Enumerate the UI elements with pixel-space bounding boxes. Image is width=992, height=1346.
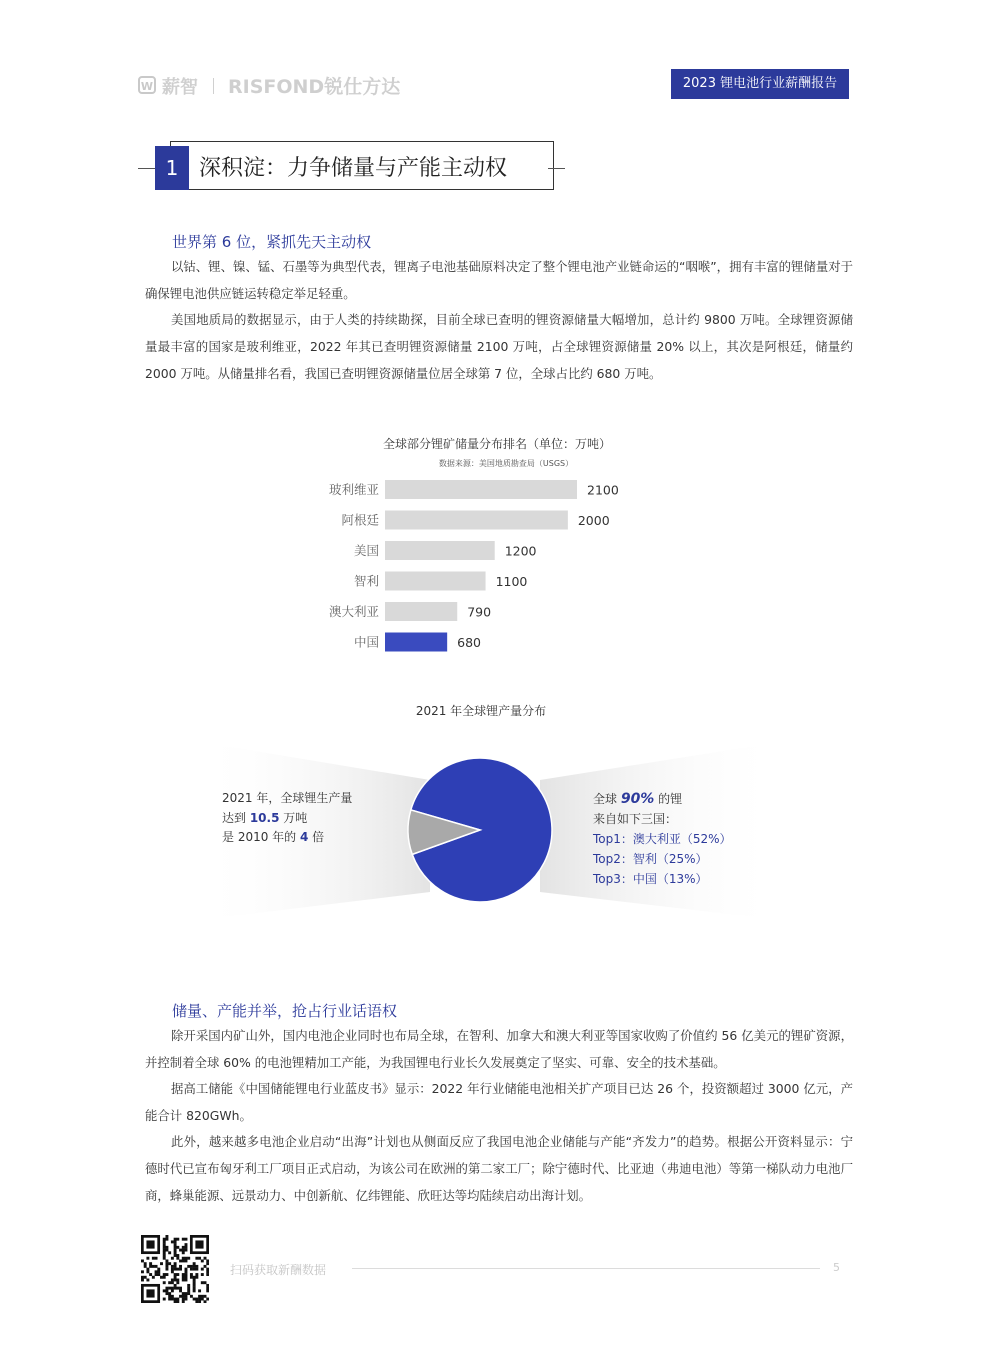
annotation-line: 来自如下三国： xyxy=(593,812,678,826)
paragraph: 以钴、锂、镍、锰、石墨等为典型代表，锂离子电池基础原料决定了整个锂电池产业链命运的“咽喉”，拥有丰富的锂储量对于确保锂电池供应链运转稳定举足轻重。 xyxy=(145,259,853,301)
bar xyxy=(385,602,457,621)
section-number: 1 xyxy=(155,146,189,190)
bar xyxy=(385,541,495,560)
annotation-line xyxy=(222,828,352,848)
page-number: 5 xyxy=(833,1261,840,1274)
section-title: 深积淀：力争储量与产能主动权 xyxy=(199,156,508,181)
annotation-highlight: 10.5 xyxy=(249,810,280,825)
pie-right-annotation xyxy=(593,789,732,889)
subheading-capacity: 储量、产能并举，抢占行业话语权 xyxy=(172,1002,398,1020)
bar xyxy=(385,572,486,591)
bar-category-label: 玻利维亚 xyxy=(328,482,379,497)
bar-category-label: 美国 xyxy=(353,543,379,558)
bar-value-label: 790 xyxy=(467,604,492,620)
qr-code-icon[interactable] xyxy=(141,1235,209,1303)
top-country-2: Top2：智利（25%） xyxy=(593,852,708,866)
bar-value-label: 1100 xyxy=(495,574,528,589)
bar-chart-source: 数据来源：美国地质勘查局（USGS） xyxy=(438,459,574,468)
annotation-text: 倍 xyxy=(308,830,325,844)
annotation-line xyxy=(593,789,732,809)
annotation-line xyxy=(222,809,352,829)
bar-value-label: 1200 xyxy=(504,543,537,559)
section-rule-left xyxy=(138,168,155,169)
subheading-rank: 世界第 6 位，紧抓先天主动权 xyxy=(172,233,372,251)
annotation-text: 是 2010 年的 xyxy=(222,830,300,844)
logo-divider xyxy=(213,78,214,94)
paragraph: 除开采国内矿山外，国内电池企业同时也布局全球，在智利、加拿大和澳大利亚等国家收购了价值约 56 亿美元的锂矿资源，并控制着全球 60% 的电池锂精加工产能，为我国锂电行业长久发展奠定了坚实、可靠、安全的技术基础。 xyxy=(145,1028,853,1070)
top-country-3: Top3：中国（13%） xyxy=(593,872,708,886)
brand-logo-icon: W xyxy=(138,76,156,94)
brand-logo-primary: 薪智 xyxy=(162,77,198,98)
annotation-text: 的锂 xyxy=(654,792,683,806)
paragraph: 美国地质局的数据显示，由于人类的持续勘探，目前全球已查明的锂资源储量大幅增加，总计约 9800 万吨。全球锂资源储量最丰富的国家是玻利维亚，2022 年其已查明锂资源储量 2100 万吨，占全球锂资源储量 20% 以上，其次是阿根廷，储量约 2000 万吨。从储量排名看，我国已查明锂资源储量位居全球第 7 位，全球占比约 680 万吨。 xyxy=(145,312,853,381)
annotation-highlight: 4 xyxy=(299,830,309,844)
annotation-line: 2021 年，全球锂生产量 xyxy=(222,791,353,805)
bar-category-label: 澳大利亚 xyxy=(328,604,379,619)
lithium-reserves-bar-chart xyxy=(290,470,650,660)
pie-left-annotation xyxy=(222,789,352,848)
annotation-text: 万吨 xyxy=(279,810,308,825)
bar-category-label: 智利 xyxy=(353,573,379,589)
annotation-text: 全球 xyxy=(593,792,621,806)
bar-category-label: 阿根廷 xyxy=(341,512,379,528)
bar-value-label: 2100 xyxy=(587,482,619,498)
bar-value-label: 680 xyxy=(457,635,482,650)
footer-divider xyxy=(352,1268,820,1269)
bar xyxy=(385,633,447,652)
annotation-text: 达到 xyxy=(222,810,250,825)
top-country-1: Top1：澳大利亚（52%） xyxy=(593,832,732,846)
bar xyxy=(385,480,577,499)
bar-value-label: 2000 xyxy=(577,513,610,528)
bar-category-label: 中国 xyxy=(353,634,379,650)
bar xyxy=(385,511,568,530)
report-title-tag: 2023 锂电池行业薪酬报告 xyxy=(671,69,849,99)
section-rule-right xyxy=(548,168,565,169)
brand-logo-secondary: RISFOND锐仕方达 xyxy=(228,76,401,98)
paragraph: 据高工储能《中国储能锂电行业蓝皮书》显示：2022 年行业储能电池相关扩产项目已达 26 个，投资额超过 3000 亿元，产能合计 820GWh。 xyxy=(145,1081,853,1123)
bar-chart-title: 全球部分锂矿储量分布排名（单位：万吨） xyxy=(382,437,611,451)
qr-caption: 扫码获取新酬数据 xyxy=(230,1263,327,1277)
paragraph: 此外，越来越多电池企业启动“出海”计划也从侧面反应了我国电池企业储能与产能“齐发力”的趋势。根据公开资料显示：宁德时代已宣布匈牙利工厂项目正式启动，为该公司在欧洲的第二家工厂；除宁德时代、比亚迪（弗迪电池）等第一梯队动力电池厂商，蜂巢能源、远景动力、中创新航、亿纬锂能、欣旺达等均陆续启动出海计划。 xyxy=(145,1134,853,1203)
annotation-highlight: 90% xyxy=(620,791,655,807)
pie-chart-title: 2021 年全球锂产量分布 xyxy=(415,704,547,718)
